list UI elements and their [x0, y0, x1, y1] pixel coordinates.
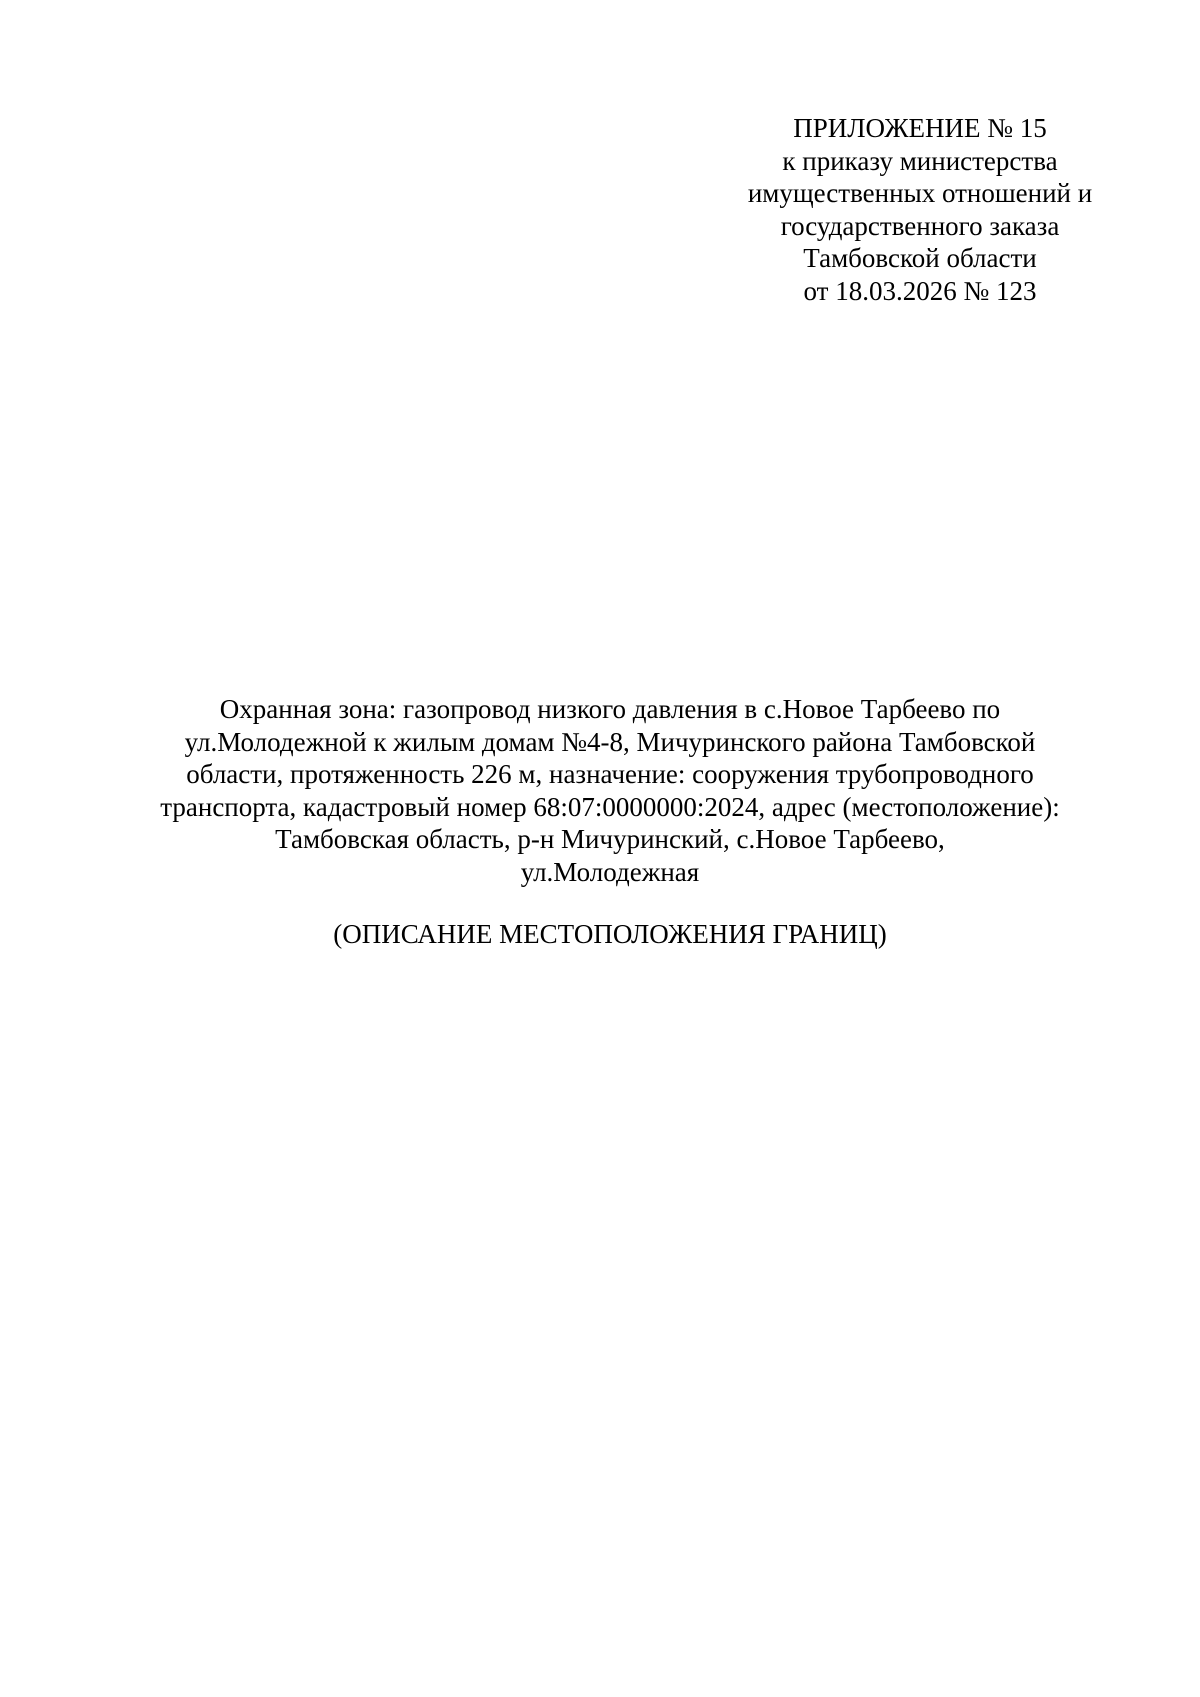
appendix-line: государственного заказа [780, 210, 1060, 241]
zone-description-line: Тамбовская область, р-н Мичуринский, с.Новое Тарбеево, [275, 824, 945, 854]
appendix-line: к приказу министерства [782, 145, 1058, 176]
zone-description-line: транспорта, кадастровый номер 68:07:0000000:2024, адрес (местоположение): [160, 791, 1060, 822]
zone-description-line: Охранная зона: газопровод низкого давления в с.Новое Тарбеево по [219, 694, 1001, 724]
appendix-title: ПРИЛОЖЕНИЕ № 15 [793, 113, 1047, 143]
appendix-date-number: от 18.03.2026 № 123 [803, 275, 1037, 306]
zone-description-line: области, протяженность 226 м, назначение: сооружения трубопроводного [186, 759, 1034, 789]
section-title: (ОПИСАНИЕ МЕСТОПОЛОЖЕНИЯ ГРАНИЦ) [333, 919, 887, 949]
zone-description [140, 693, 1080, 888]
appendix-line: Тамбовской области [803, 243, 1037, 273]
zone-description-line: ул.Молодежная [520, 856, 700, 887]
appendix-header [700, 112, 1140, 307]
appendix-line: имущественных отношений и [747, 178, 1093, 208]
zone-description-line: ул.Молодежной к жилым домам №4-8, Мичуринского района Тамбовской [184, 726, 1036, 757]
